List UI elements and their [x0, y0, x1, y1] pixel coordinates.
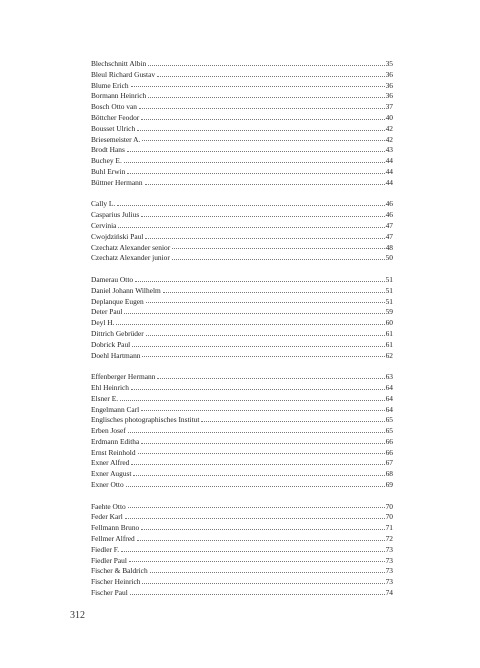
entry-name: Cally L. [91, 199, 116, 209]
index-entry [91, 394, 393, 405]
entry-page-number: 74 [385, 588, 393, 598]
entry-page-number: 72 [385, 534, 393, 544]
index-entry [91, 556, 393, 567]
entry-page-number: 47 [385, 220, 393, 230]
entry-page-number: 50 [385, 253, 393, 263]
dot-leader [141, 528, 384, 530]
entry-page-number: 66 [385, 436, 393, 446]
dot-leader [127, 150, 385, 152]
entry-page-number: 61 [385, 328, 393, 338]
entry-page-number: 40 [385, 112, 393, 122]
entry-name: Fischer Heinrich [91, 577, 141, 587]
entry-name: Brodt Hans [91, 145, 125, 155]
entry-page-number: 59 [385, 307, 393, 317]
entry-page-number: 60 [385, 318, 393, 328]
index-entry [91, 178, 393, 189]
entry-name: Erdmann Editha [91, 436, 140, 446]
index-entry [91, 480, 393, 491]
entry-name: Fiedler F. [91, 544, 120, 554]
dot-leader [131, 85, 385, 87]
index-entry [91, 372, 393, 383]
index-entry [91, 124, 393, 135]
index-entry [91, 135, 393, 146]
entry-page-number: 44 [385, 177, 393, 187]
entry-name: Feder Karl [91, 512, 123, 522]
index-entry [91, 426, 393, 437]
entry-name: Englisches photographisches Institut [91, 415, 200, 425]
entry-page-number: 67 [385, 458, 393, 468]
entry-name: Bleul Richard Gustav [91, 69, 156, 79]
entry-name: Dittrich Gebrüder [91, 328, 144, 338]
entry-page-number: 62 [385, 350, 393, 360]
dot-leader [124, 161, 385, 163]
index-entry [91, 307, 393, 318]
entry-name: Blume Erich [91, 80, 129, 90]
dot-leader [138, 452, 385, 454]
entry-page-number: 47 [385, 231, 393, 241]
entry-name: Böttcher Feodor [91, 112, 140, 122]
dot-leader [145, 183, 385, 185]
entry-name: Bosch Otto van [91, 102, 137, 112]
dot-leader [118, 226, 384, 228]
dot-leader [148, 96, 384, 98]
dot-leader [148, 64, 384, 66]
dot-leader [201, 420, 384, 422]
index-entry [91, 243, 393, 254]
entry-page-number: 63 [385, 372, 393, 382]
entry-page-number: 48 [385, 242, 393, 252]
index-entry [91, 534, 393, 545]
entry-name: Daniel Johann Wilhelm [91, 285, 161, 295]
index-entry [91, 145, 393, 156]
index-entry [91, 70, 393, 81]
entry-name: Deplanque Eugen [91, 296, 144, 306]
dot-leader [141, 118, 384, 120]
index-entry [91, 448, 393, 459]
dot-leader [146, 334, 385, 336]
index-entry [91, 577, 393, 588]
dot-leader [142, 139, 384, 141]
entry-page-number: 64 [385, 393, 393, 403]
dot-leader [131, 388, 385, 390]
entry-page-number: 64 [385, 382, 393, 392]
entry-name: Cervinia [91, 220, 117, 230]
dot-leader [146, 301, 385, 303]
dot-leader [150, 571, 385, 573]
index-entry [91, 588, 393, 599]
entry-page-number: 66 [385, 447, 393, 457]
index-entry [91, 91, 393, 102]
dot-leader [127, 172, 384, 174]
entry-name: Bormann Heinrich [91, 91, 147, 101]
entry-name: Fellmann Bruno [91, 523, 140, 533]
entry-page-number: 73 [385, 566, 393, 576]
index-entry [91, 405, 393, 416]
entry-name: Briesemeister A. [91, 134, 141, 144]
dot-leader [141, 442, 384, 444]
index-entry [91, 437, 393, 448]
entry-page-number: 46 [385, 199, 393, 209]
entry-name: Fellmer Alfred [91, 534, 135, 544]
entry-page-number: 69 [385, 480, 393, 490]
entry-name: Damerau Otto [91, 274, 134, 284]
entry-page-number: 61 [385, 339, 393, 349]
index-entry [91, 232, 393, 243]
entry-name: Bousset Ulrich [91, 123, 136, 133]
dot-leader [125, 517, 385, 519]
dot-leader [135, 280, 385, 282]
index-entry [91, 113, 393, 124]
index-entry [91, 502, 393, 513]
dot-leader [130, 593, 385, 595]
index-entry [91, 253, 393, 264]
index-entry [91, 286, 393, 297]
entry-name: Fischer & Baldrich [91, 566, 148, 576]
entry-name: Deter Paul [91, 307, 123, 317]
entry-page-number: 64 [385, 404, 393, 414]
entry-page-number: 46 [385, 210, 393, 220]
dot-leader [141, 409, 384, 411]
entry-name: Exner Alfred [91, 458, 130, 468]
entry-name: Engelmann Carl [91, 404, 140, 414]
index-entry [91, 102, 393, 113]
index-group [91, 372, 393, 491]
dot-leader [133, 474, 384, 476]
index-entry [91, 81, 393, 92]
dot-leader [128, 431, 385, 433]
index-entry [91, 383, 393, 394]
dot-leader [117, 204, 384, 206]
index-entry [91, 297, 393, 308]
page-number: 312 [70, 610, 85, 621]
entry-name: Deyl H. [91, 318, 115, 328]
entry-page-number: 73 [385, 544, 393, 554]
index-entry [91, 210, 393, 221]
entry-name: Faehte Otto [91, 501, 126, 511]
index-entry [91, 59, 393, 70]
index-list [91, 59, 393, 610]
entry-page-number: 65 [385, 426, 393, 436]
index-entry [91, 329, 393, 340]
entry-page-number: 51 [385, 274, 393, 284]
entry-page-number: 36 [385, 91, 393, 101]
entry-name: Ernst Reinhold [91, 447, 136, 457]
entry-page-number: 37 [385, 102, 393, 112]
index-group [91, 502, 393, 599]
index-entry [91, 156, 393, 167]
dot-leader [145, 237, 384, 239]
index-entry [91, 545, 393, 556]
index-entry [91, 340, 393, 351]
index-entry [91, 415, 393, 426]
dot-leader [163, 291, 385, 293]
dot-leader [157, 75, 385, 77]
entry-name: Erben Josef [91, 426, 126, 436]
index-entry [91, 458, 393, 469]
dot-leader [124, 312, 384, 314]
dot-leader [116, 323, 384, 325]
entry-name: Cwojdziński Paul [91, 231, 144, 241]
entry-name: Casparius Julius [91, 210, 140, 220]
index-group [91, 199, 393, 264]
index-group [91, 275, 393, 361]
entry-name: Fiedler Paul [91, 555, 127, 565]
entry-page-number: 42 [385, 134, 393, 144]
index-entry [91, 512, 393, 523]
entry-page-number: 71 [385, 523, 393, 533]
entry-name: Czechatz Alexander senior [91, 242, 171, 252]
entry-name: Buchey E. [91, 156, 122, 166]
entry-name: Exner Otto [91, 480, 124, 490]
dot-leader [137, 129, 384, 131]
dot-leader [129, 560, 385, 562]
dot-leader [172, 247, 384, 249]
entry-page-number: 73 [385, 577, 393, 587]
entry-page-number: 51 [385, 285, 393, 295]
entry-name: Exner August [91, 469, 132, 479]
index-entry [91, 566, 393, 577]
entry-name: Büttner Hermann [91, 177, 143, 187]
entry-name: Elsner E. [91, 393, 119, 403]
index-entry [91, 275, 393, 286]
entry-page-number: 70 [385, 512, 393, 522]
index-entry [91, 167, 393, 178]
entry-name: Blechschnitt Albin [91, 59, 147, 68]
index-entry [91, 221, 393, 232]
entry-name: Effenberger Hermann [91, 372, 156, 382]
dot-leader [172, 258, 385, 260]
dot-leader [132, 345, 384, 347]
entry-name: Fischer Paul [91, 588, 128, 598]
dot-leader [142, 582, 384, 584]
dot-leader [120, 399, 385, 401]
entry-page-number: 51 [385, 296, 393, 306]
entry-name: Doehl Hartmann [91, 350, 141, 360]
entry-page-number: 65 [385, 415, 393, 425]
entry-name: Ehl Heinrich [91, 382, 129, 392]
entry-name: Buhl Erwin [91, 166, 126, 176]
entry-page-number: 42 [385, 123, 393, 133]
index-group [91, 59, 393, 189]
index-entry [91, 351, 393, 362]
dot-leader [142, 355, 384, 357]
index-entry [91, 469, 393, 480]
dot-leader [131, 463, 384, 465]
entry-page-number: 44 [385, 166, 393, 176]
dot-leader [139, 107, 385, 109]
dot-leader [128, 506, 385, 508]
index-entry [91, 199, 393, 210]
entry-page-number: 68 [385, 469, 393, 479]
dot-leader [121, 550, 384, 552]
entry-name: Czechatz Alexander junior [91, 253, 170, 263]
dot-leader [141, 215, 384, 217]
entry-page-number: 73 [385, 555, 393, 565]
dot-leader [137, 539, 385, 541]
dot-leader [157, 377, 384, 379]
entry-name: Dobrick Paul [91, 339, 131, 349]
entry-page-number: 44 [385, 156, 393, 166]
entry-page-number: 36 [385, 80, 393, 90]
index-entry [91, 523, 393, 534]
entry-page-number: 35 [385, 59, 393, 68]
dot-leader [126, 485, 385, 487]
index-entry [91, 318, 393, 329]
entry-page-number: 36 [385, 69, 393, 79]
entry-page-number: 70 [385, 501, 393, 511]
entry-page-number: 43 [385, 145, 393, 155]
